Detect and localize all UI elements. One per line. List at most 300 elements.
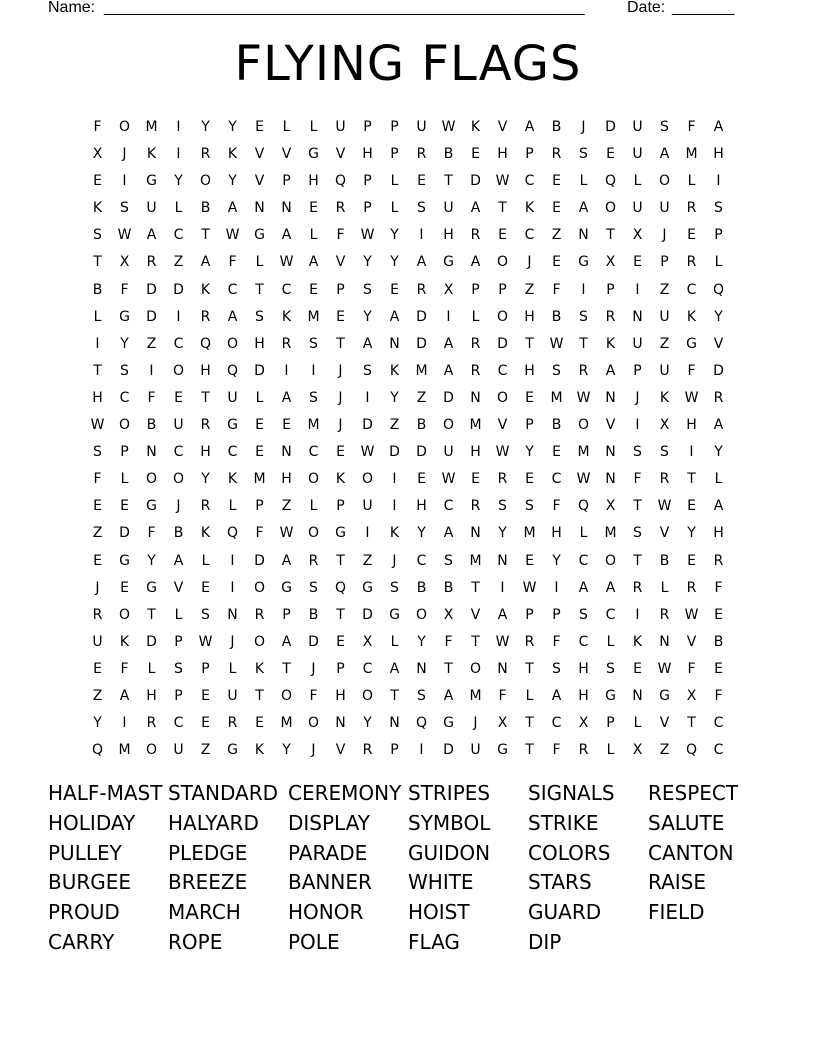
- grid-letter: P: [336, 498, 345, 515]
- grid-letter: C: [713, 715, 724, 732]
- grid-letter: I: [230, 579, 235, 596]
- grid-letter: Q: [712, 281, 725, 298]
- word-list-item: BREEZE: [168, 870, 248, 895]
- grid-letter: O: [280, 687, 293, 704]
- grid-letter: L: [471, 308, 480, 325]
- grid-letter: O: [604, 552, 617, 569]
- grid-row: [84, 737, 732, 764]
- grid-letter: V: [497, 119, 508, 135]
- grid-letter: Y: [93, 715, 102, 732]
- grid-letter: R: [200, 146, 211, 163]
- grid-letter: A: [524, 119, 535, 135]
- grid-letter: P: [471, 281, 480, 298]
- grid-letter: L: [309, 227, 318, 244]
- grid-letter: U: [227, 389, 238, 406]
- grid-letter: M: [604, 525, 617, 542]
- grid-letter: A: [146, 227, 157, 244]
- grid-letter: W: [198, 633, 213, 650]
- grid-letter: S: [309, 389, 318, 406]
- grid-letter: K: [686, 308, 697, 325]
- grid-row: [84, 358, 732, 385]
- grid-letter: P: [174, 633, 183, 650]
- grid-letter: T: [525, 715, 534, 732]
- grid-row: [84, 249, 732, 276]
- grid-letter: F: [714, 687, 723, 704]
- grid-letter: E: [336, 308, 345, 325]
- grid-letter: G: [497, 742, 508, 759]
- grid-letter: I: [392, 498, 397, 515]
- word-list-item: STANDARD: [168, 781, 279, 805]
- grid-letter: N: [281, 200, 292, 217]
- grid-letter: P: [714, 227, 723, 244]
- grid-letter: R: [524, 633, 535, 650]
- grid-letter: U: [227, 687, 238, 704]
- grid-letter: M: [523, 525, 536, 542]
- grid-letter: F: [93, 471, 102, 488]
- grid-letter: S: [309, 335, 318, 352]
- grid-letter: O: [145, 471, 158, 488]
- grid-letter: S: [579, 606, 588, 623]
- grid-letter: S: [255, 308, 264, 325]
- grid-letter: A: [227, 200, 238, 217]
- header: [48, 0, 748, 20]
- grid-letter: P: [390, 119, 399, 135]
- grid-letter: H: [92, 389, 103, 406]
- grid-letter: E: [336, 633, 345, 650]
- grid-letter: P: [660, 254, 669, 271]
- grid-letter: K: [119, 633, 130, 650]
- grid-letter: G: [146, 579, 157, 596]
- grid-letter: T: [525, 742, 534, 759]
- grid-letter: H: [497, 146, 508, 163]
- grid-letter: T: [687, 715, 696, 732]
- grid-letter: E: [552, 444, 561, 461]
- grid-letter: A: [470, 200, 481, 217]
- grid-letter: D: [254, 362, 265, 379]
- grid-letter: U: [632, 119, 643, 135]
- grid-letter: I: [689, 444, 694, 461]
- grid-letter: Y: [363, 308, 372, 325]
- grid-letter: L: [228, 498, 237, 515]
- grid-letter: V: [335, 254, 346, 271]
- grid-letter: H: [470, 444, 481, 461]
- grid-row: [84, 575, 732, 602]
- grid-letter: D: [713, 362, 724, 379]
- word-list-item: HALYARD: [168, 810, 259, 835]
- grid-letter: N: [389, 335, 400, 352]
- grid-letter: D: [254, 552, 265, 569]
- grid-letter: O: [307, 471, 320, 488]
- grid-letter: I: [419, 227, 424, 244]
- grid-letter: S: [498, 498, 507, 515]
- grid-letter: W: [684, 389, 699, 406]
- grid-letter: E: [93, 498, 102, 515]
- word-list-item: FIELD: [648, 900, 705, 925]
- grid-letter: O: [604, 200, 617, 217]
- grid-letter: S: [552, 660, 561, 677]
- grid-letter: N: [605, 471, 616, 488]
- grid-letter: A: [470, 254, 481, 271]
- grid-letter: G: [281, 579, 292, 596]
- grid-letter: M: [469, 687, 482, 704]
- grid-letter: E: [255, 119, 264, 135]
- grid-letter: J: [527, 254, 532, 271]
- grid-letter: I: [122, 715, 127, 732]
- grid-letter: Y: [390, 227, 399, 244]
- grid-letter: L: [525, 687, 534, 704]
- grid-letter: E: [174, 389, 183, 406]
- grid-letter: A: [281, 552, 292, 569]
- grid-letter: H: [146, 687, 157, 704]
- grid-letter: U: [659, 308, 670, 325]
- grid-letter: Y: [201, 471, 210, 488]
- grid-row: [84, 520, 732, 547]
- grid-letter: A: [389, 308, 400, 325]
- grid-letter: M: [145, 119, 158, 135]
- grid-letter: A: [713, 119, 724, 135]
- grid-letter: A: [362, 335, 373, 352]
- grid-letter: G: [659, 687, 670, 704]
- grid-letter: G: [686, 335, 697, 352]
- word-list-item: BURGEE: [48, 870, 132, 895]
- grid-letter: O: [361, 471, 374, 488]
- grid-letter: O: [253, 633, 266, 650]
- grid-letter: Q: [334, 579, 347, 596]
- grid-letter: B: [713, 633, 724, 650]
- grid-letter: D: [146, 281, 157, 298]
- grid-letter: T: [336, 552, 345, 569]
- grid-letter: O: [577, 417, 590, 434]
- grid-row: [84, 168, 732, 195]
- grid-letter: P: [363, 173, 372, 190]
- grid-letter: L: [633, 715, 642, 732]
- grid-letter: R: [200, 498, 211, 515]
- grid-letter: O: [118, 417, 131, 434]
- date-blank-line: _______: [672, 0, 735, 16]
- grid-letter: G: [119, 552, 130, 569]
- grid-letter: G: [227, 417, 238, 434]
- grid-row: [84, 412, 732, 439]
- grid-letter: D: [362, 606, 373, 623]
- grid-letter: R: [92, 606, 103, 623]
- grid-letter: R: [470, 335, 481, 352]
- grid-letter: Z: [524, 281, 535, 298]
- grid-letter: S: [606, 660, 615, 677]
- grid-letter: E: [417, 471, 426, 488]
- grid-letter: I: [176, 308, 181, 325]
- grid-letter: S: [363, 281, 372, 298]
- grid-letter: N: [416, 660, 427, 677]
- grid-letter: F: [147, 389, 156, 406]
- grid-letter: I: [311, 362, 316, 379]
- grid-letter: E: [201, 579, 210, 596]
- grid-letter: V: [173, 579, 184, 596]
- grid-letter: Y: [417, 633, 426, 650]
- grid-letter: A: [227, 308, 238, 325]
- grid-letter: E: [255, 417, 264, 434]
- grid-letter: L: [309, 498, 318, 515]
- grid-letter: L: [309, 119, 318, 135]
- grid-letter: R: [551, 146, 562, 163]
- grid-letter: P: [525, 146, 534, 163]
- grid-letter: U: [659, 200, 670, 217]
- grid-letter: W: [549, 335, 564, 352]
- grid-letter: S: [660, 119, 669, 135]
- grid-letter: D: [308, 633, 319, 650]
- grid-letter: Y: [174, 173, 183, 190]
- grid-letter: S: [579, 146, 588, 163]
- grid-letter: C: [551, 471, 562, 488]
- grid-letter: B: [146, 417, 157, 434]
- grid-row: [84, 114, 732, 141]
- grid-letter: Z: [92, 525, 103, 542]
- grid-letter: L: [93, 308, 102, 325]
- grid-letter: E: [552, 173, 561, 190]
- grid-letter: T: [525, 335, 534, 352]
- grid-letter: K: [470, 119, 481, 135]
- grid-letter: O: [658, 173, 671, 190]
- grid-letter: T: [93, 254, 102, 271]
- grid-letter: K: [200, 281, 211, 298]
- grid-letter: W: [495, 173, 510, 190]
- grid-letter: Y: [201, 119, 210, 135]
- grid-letter: S: [579, 308, 588, 325]
- grid-letter: X: [632, 227, 643, 244]
- grid-letter: U: [92, 633, 103, 650]
- grid-letter: H: [443, 227, 454, 244]
- word-list-item: HOLIDAY: [48, 810, 136, 835]
- grid-letter: T: [255, 281, 264, 298]
- grid-letter: C: [578, 633, 589, 650]
- grid-letter: J: [122, 146, 127, 163]
- grid-letter: W: [117, 227, 132, 244]
- grid-letter: D: [443, 389, 454, 406]
- grid-letter: Y: [687, 525, 696, 542]
- grid-letter: H: [308, 173, 319, 190]
- grid-letter: X: [443, 606, 454, 623]
- grid-letter: A: [578, 579, 589, 596]
- grid-letter: A: [659, 146, 670, 163]
- grid-letter: O: [415, 606, 428, 623]
- grid-row: [84, 683, 732, 710]
- grid-letter: F: [120, 660, 129, 677]
- grid-letter: W: [225, 227, 240, 244]
- grid-letter: L: [660, 579, 669, 596]
- grid-letter: P: [282, 606, 291, 623]
- grid-row: [84, 493, 732, 520]
- grid-letter: X: [605, 254, 616, 271]
- grid-letter: P: [174, 687, 183, 704]
- grid-letter: J: [230, 633, 235, 650]
- grid-letter: Q: [604, 173, 617, 190]
- grid-letter: S: [363, 362, 372, 379]
- grid-letter: D: [497, 335, 508, 352]
- grid-letter: Q: [334, 173, 347, 190]
- grid-letter: V: [335, 742, 346, 759]
- grid-letter: C: [119, 389, 130, 406]
- grid-letter: E: [201, 687, 210, 704]
- grid-letter: A: [551, 687, 562, 704]
- grid-letter: R: [281, 335, 292, 352]
- word-list-item: RAISE: [648, 870, 706, 895]
- grid-letter: W: [495, 444, 510, 461]
- date-label: Date:: [627, 0, 666, 16]
- grid-letter: Q: [199, 335, 212, 352]
- grid-letter: U: [443, 200, 454, 217]
- grid-row: [84, 548, 732, 575]
- grid-letter: Q: [226, 362, 239, 379]
- grid-letter: K: [389, 362, 400, 379]
- grid-letter: Y: [228, 173, 237, 190]
- grid-letter: K: [227, 471, 238, 488]
- grid-letter: Y: [147, 552, 156, 569]
- grid-letter: A: [389, 660, 400, 677]
- grid-letter: P: [255, 498, 264, 515]
- grid-letter: W: [684, 606, 699, 623]
- grid-letter: O: [118, 119, 131, 135]
- grid-letter: H: [200, 362, 211, 379]
- word-list-item: HOIST: [408, 900, 470, 925]
- grid-letter: L: [174, 606, 183, 623]
- grid-letter: E: [255, 444, 264, 461]
- grid-letter: U: [443, 444, 454, 461]
- grid-letter: L: [390, 200, 399, 217]
- grid-letter: V: [659, 715, 670, 732]
- grid-letter: J: [635, 389, 640, 406]
- grid-letter: R: [200, 308, 211, 325]
- grid-letter: E: [390, 281, 399, 298]
- grid-letter: B: [416, 579, 427, 596]
- grid-letter: P: [390, 742, 399, 759]
- grid-letter: R: [497, 471, 508, 488]
- grid-letter: A: [605, 362, 616, 379]
- grid-letter: E: [633, 254, 642, 271]
- word-list-item: SALUTE: [648, 810, 725, 835]
- word-list: [48, 778, 778, 957]
- grid-letter: G: [119, 308, 130, 325]
- grid-letter: T: [336, 606, 345, 623]
- grid-letter: I: [635, 417, 640, 434]
- grid-letter: D: [119, 525, 130, 542]
- grid-letter: X: [632, 742, 643, 759]
- grid-letter: K: [254, 742, 265, 759]
- grid-letter: Y: [390, 389, 399, 406]
- grid-letter: I: [446, 308, 451, 325]
- grid-letter: L: [201, 552, 210, 569]
- grid-letter: S: [660, 444, 669, 461]
- grid-letter: M: [307, 417, 320, 434]
- grid-letter: D: [146, 308, 157, 325]
- grid-letter: R: [146, 254, 157, 271]
- grid-letter: I: [95, 335, 100, 352]
- grid-letter: Z: [416, 389, 427, 406]
- word-list-item: CANTON: [648, 840, 734, 865]
- grid-letter: S: [93, 444, 102, 461]
- grid-letter: X: [605, 498, 616, 515]
- grid-letter: Y: [390, 254, 399, 271]
- grid-letter: F: [633, 471, 642, 488]
- grid-letter: N: [632, 308, 643, 325]
- grid-letter: L: [390, 173, 399, 190]
- grid-letter: P: [201, 660, 210, 677]
- grid-letter: I: [419, 742, 424, 759]
- grid-letter: S: [120, 362, 129, 379]
- grid-letter: Z: [389, 417, 400, 434]
- grid-letter: X: [659, 417, 670, 434]
- letter-grid: [84, 114, 732, 764]
- grid-letter: U: [335, 119, 346, 135]
- grid-row: [84, 195, 732, 222]
- grid-letter: Z: [551, 227, 562, 244]
- grid-letter: E: [687, 498, 696, 515]
- grid-letter: O: [361, 687, 374, 704]
- grid-letter: N: [659, 633, 670, 650]
- word-list-item: PULLEY: [48, 840, 122, 865]
- grid-letter: G: [254, 227, 265, 244]
- grid-letter: H: [200, 444, 211, 461]
- grid-letter: Y: [363, 254, 372, 271]
- grid-letter: X: [686, 687, 697, 704]
- grid-letter: J: [338, 389, 343, 406]
- grid-letter: R: [227, 715, 238, 732]
- grid-letter: U: [173, 742, 184, 759]
- grid-letter: O: [226, 335, 239, 352]
- grid-letter: A: [713, 498, 724, 515]
- grid-letter: Z: [659, 281, 670, 298]
- grid-letter: P: [390, 146, 399, 163]
- grid-letter: K: [335, 471, 346, 488]
- grid-letter: E: [309, 200, 318, 217]
- word-list-item: CEREMONY: [288, 781, 402, 805]
- grid-letter: J: [338, 362, 343, 379]
- grid-letter: F: [687, 362, 696, 379]
- grid-letter: S: [201, 606, 210, 623]
- grid-letter: F: [120, 281, 129, 298]
- grid-letter: R: [659, 606, 670, 623]
- grid-letter: R: [578, 362, 589, 379]
- grid-letter: I: [365, 389, 370, 406]
- word-list-item: GUIDON: [408, 840, 491, 865]
- grid-letter: C: [578, 552, 589, 569]
- grid-letter: A: [281, 389, 292, 406]
- word-list-item: ROPE: [168, 929, 223, 954]
- grid-letter: O: [307, 715, 320, 732]
- grid-letter: R: [308, 552, 319, 569]
- grid-letter: A: [605, 579, 616, 596]
- page-title: FLYING FLAGS: [234, 36, 582, 92]
- grid-letter: T: [201, 389, 210, 406]
- grid-letter: U: [632, 200, 643, 217]
- grid-letter: Q: [685, 742, 698, 759]
- grid-letter: K: [524, 200, 535, 217]
- grid-letter: O: [442, 417, 455, 434]
- word-list-item: PROUD: [48, 900, 120, 925]
- grid-letter: G: [146, 498, 157, 515]
- name-blank-line: ______________________________________________________: [104, 0, 585, 16]
- grid-letter: L: [282, 119, 291, 135]
- grid-letter: C: [416, 552, 427, 569]
- grid-letter: S: [417, 200, 426, 217]
- grid-letter: B: [443, 579, 454, 596]
- grid-letter: B: [551, 417, 562, 434]
- grid-letter: F: [147, 525, 156, 542]
- word-list-item: DIP: [528, 929, 562, 954]
- grid-letter: O: [199, 173, 212, 190]
- grid-letter: Y: [282, 742, 291, 759]
- grid-letter: R: [200, 417, 211, 434]
- grid-letter: Q: [415, 715, 428, 732]
- grid-letter: N: [497, 660, 508, 677]
